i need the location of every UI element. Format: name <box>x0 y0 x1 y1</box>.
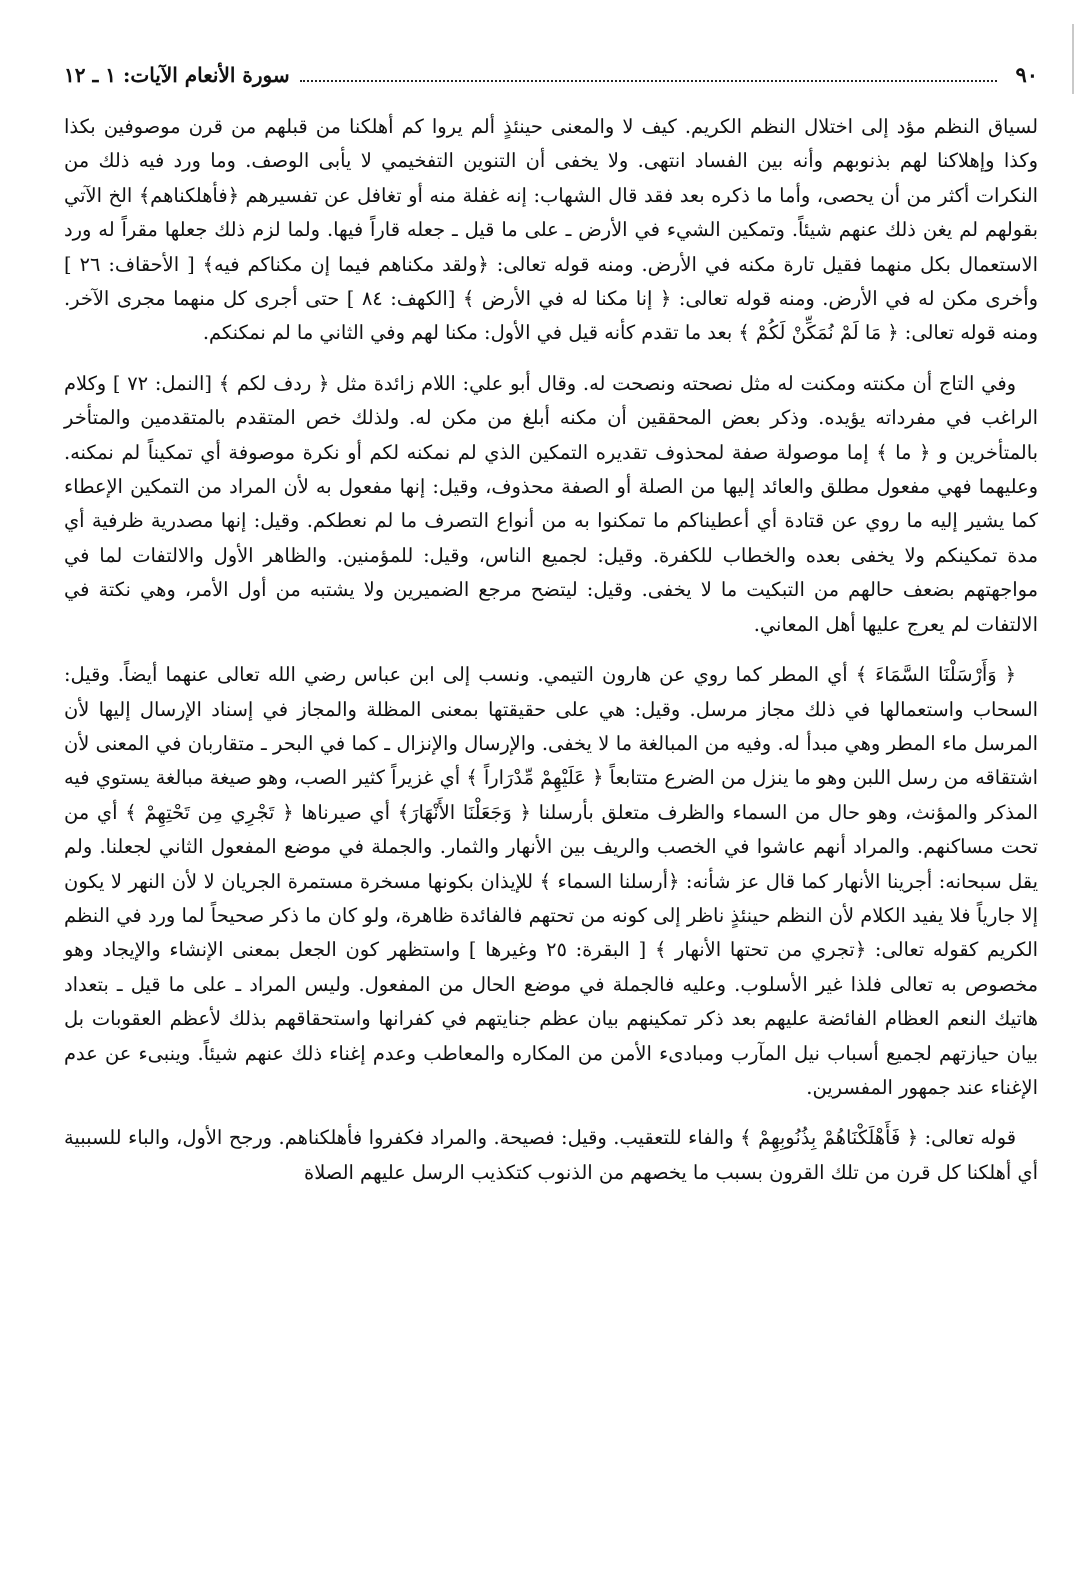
paragraph: لسياق النظم مؤد إلى اختلال النظم الكريم. كيف لا والمعنى حينئذٍ ألم يروا كم أهلكنا من قبلهم من قرن موصوفين بكذا وكذا وإهلاكنا لهم بذنوبهم وأنه بين الفساد انتهى. ولا يخفى أن التنوين التفخيمي لا يأبى الوصف. وما ورد فيه ذلك من النكرات أكثر من أن يحصى، وأما ما ذكره بعد فقد قال الشهاب: إنه غفلة منه أو تغافل عن تفسيرهم ﴿فأهلكناهم﴾ الخ الآتي بقولهم لم يغن ذلك عنهم شيئاً. وتمكين الشيء في الأرض ـ على ما قيل ـ جعله قاراً فيها. ولما لزم ذلك جعلها مقراً له ورد الاستعمال بكل منهما فقيل تارة مكنه في الأرض. ومنه قوله تعالى: ﴿ولقد مكناهم فيما إن مكناكم فيه﴾ [ الأحقاف: ٢٦ ] وأخرى مكن له في الأرض. ومنه قوله تعالى: ﴿ إنا مكنا له في الأرض ﴾ [الكهف: ٨٤ ] حتى أجرى كل منهما مجرى الآخر. ومنه قوله تعالى: ﴿ مَا لَمْ نُمَكِّنْ لَكُمْ ﴾ بعد ما تقدم كأنه قيل في الأول: مكنا لهم وفي الثاني ما لم نمكنكم. <box>64 115 1039 345</box>
page-body <box>64 110 1038 1190</box>
paragraph: ﴿ وَأَرْسَلْنَا السَّمَاءَ ﴾ أي المطر كما روي عن هارون التيمي. ونسب إلى ابن عباس رضي الله تعالى عنهما أيضاً. وقيل: السحاب واستعمالها في ذلك مجاز مرسل. وقيل: هي على حقيقتها بمعنى المظلة والمجاز في إسناد الإرسال إليها لأن المرسل ماء المطر وهي مبدأ له. وفيه من المبالغة ما لا يخفى. والإرسال والإنزال ـ كما في البحر ـ متقاربان في المعنى لأن اشتقاقه من رسل اللبن وهو ما ينزل من الضرع متتابعاً ﴿ عَلَيْهِمْ مِّدْرَاراً ﴾ أي غزيراً كثير الصب، وهو صيغة مبالغة يستوي فيه المذكر والمؤنث، وهو حال من السماء والظرف متعلق بأرسلنا ﴿ وَجَعَلْنَا الأَنْهَارَ﴾ أي صيرناها ﴿ تَجْرِي مِن تَحْتِهِمْ ﴾ أي من تحت مساكنهم. والمراد أنهم عاشوا في الخصب والريف بين الأنهار والثمار. والجملة في موضع المفعول الثاني لجعلنا. ولم يقل سبحانه: أجرينا الأنهار كما قال عز شأنه: ﴿أرسلنا السماء ﴾ للإيذان بكونها مسخرة مستمرة الجريان لا لأن النهر لا يكون إلا جارياً فلا يفيد الكلام لأن النظم حينئذٍ ناظر إلى كونه من تحتهم فالفائدة ظاهرة، ولو كان ما ذكر صحيحاً لما ورد في النظم الكريم كقوله تعالى: ﴿تجري من تحتها الأنهار ﴾ [ البقرة: ٢٥ وغيرها ] واستظهر كون الجعل بمعنى الإنشاء والإيجاد وهو مخصوص به تعالى فلذا غير الأسلوب. وعليه فالجملة في موضع الحال من المفعول. وليس المراد ـ على ما قيل ـ بتعداد هاتيك النعم العظام الفائضة عليهم بعد ذكر تمكينهم بيان عظم جنايتهم في كفرانها واستحقاقهم بذلك لأعظم العقوبات بل بيان حيازتهم لجميع أسباب نيل المآرب ومبادىء الأمن من المكاره والمعاطب وعدم إغناء ذلك عنهم شيئاً. وينبىء عن عدم الإغناء عند جمهور المفسرين. <box>64 663 1038 1099</box>
paragraph: قوله تعالى: ﴿ فَأَهْلَكْنَاهُمْ بِذُنُوبِهِمْ ﴾ والفاء للتعقيب. وقيل: فصيحة. والمراد فكفروا فأهلكناهم. ورجح الأول، والباء للسببية أي أهلكنا كل قرن من تلك القرون بسبب ما يخصهم من الذنوب كتكذيب الرسل عليهم الصلاة <box>64 1126 1038 1184</box>
paragraph: وفي التاج أن مكنته ومكنت له مثل نصحته ونصحت له. وقال أبو علي: اللام زائدة مثل ﴿ ردف لكم ﴾ [النمل: ٧٢ ] وكلام الراغب في مفرداته يؤيده. وذكر بعض المحققين أن مكنه أبلغ من مكن له. ولذلك خص المتقدم بالمتقدمين والمتأخر بالمتأخرين و ﴿ ما ﴾ إما موصولة صفة لمحذوف تقديره التمكين الذي لم نمكنه لكم أو نكرة موصوفة أي تمكيناً لم نمكنه. وعليهما فهي مفعول مطلق والعائد إليها من الصلة أو الصفة محذوف، وقيل: إنها مفعول به لأن المراد من التمكين الإعطاء كما يشير إليه ما روي عن قتادة أي أعطيناكم ما تمكنوا به من أنواع التصرف ما لم نعطكم. وقيل: إنها مصدرية ظرفية أي مدة تمكينكم ولا يخفى بعده والخطاب للكفرة. وقيل: لجميع الناس، وقيل: للمؤمنين. والظاهر الأول والالتفات لما في مواجهتهم بضعف حالهم من التبكيت ما لا يخفى. وقيل: ليتضح مرجع الضميرين ولا يشتبه من أول الأمر، وهي نكتة في الالتفات لم يعرج عليها أهل المعاني. <box>64 371 1038 636</box>
scan-margin-mark <box>1072 24 1074 94</box>
header-dotted-leader <box>300 64 998 82</box>
running-header <box>64 52 1038 98</box>
page-number: ٩٠ <box>1015 62 1038 87</box>
surah-title: سورة الأنعام الآيات: ١ ـ ١٢ <box>64 63 290 87</box>
book-page <box>64 52 1038 1542</box>
